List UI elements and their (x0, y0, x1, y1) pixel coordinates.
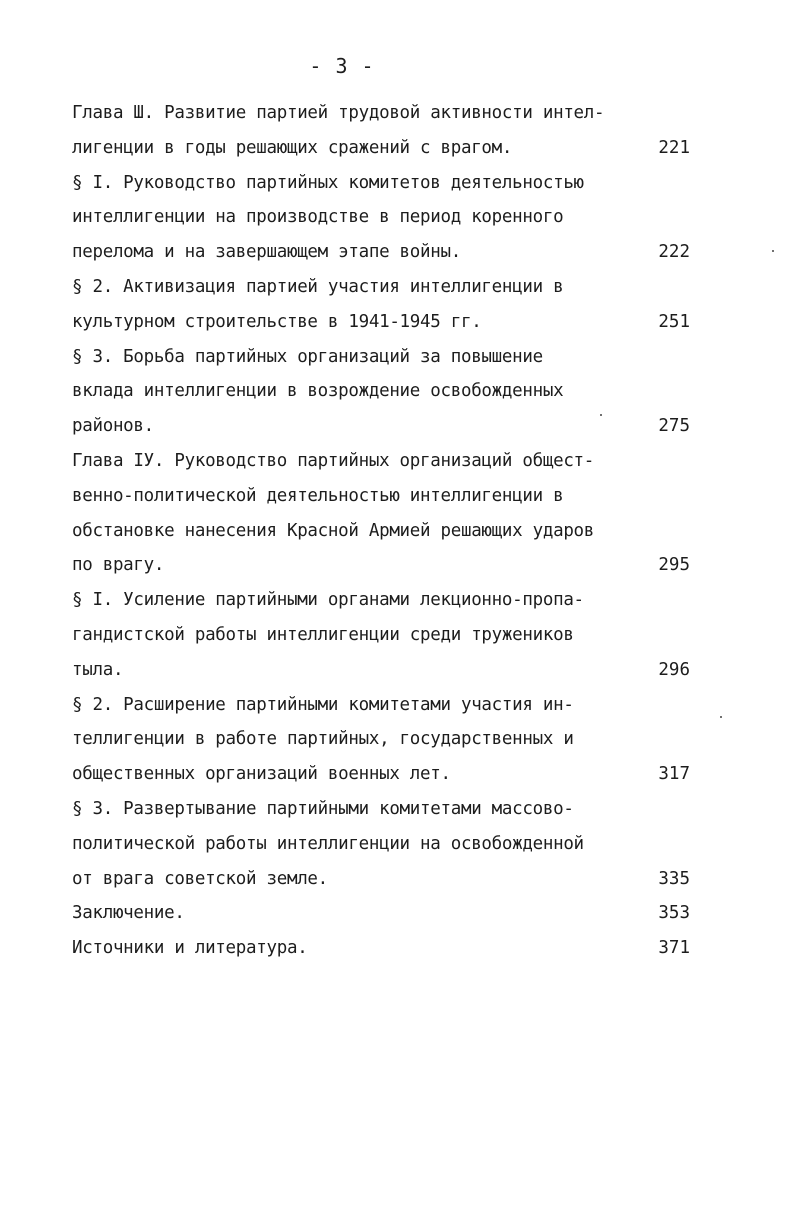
toc-line (72, 653, 690, 688)
toc-line-text: Глава IУ. Руководство партийных организаций общест- (72, 450, 595, 471)
toc-line (72, 96, 690, 131)
toc-line (72, 131, 690, 166)
toc-page-number: 222 (658, 242, 690, 263)
toc-page-number: 353 (658, 903, 690, 924)
toc-line-text: § 2. Расширение партийными комитетами участия ин- (72, 694, 574, 715)
toc-line-text: § 2. Активизация партией участия интеллигенции в (72, 276, 564, 297)
toc-line (72, 583, 690, 618)
toc-line (72, 757, 690, 792)
toc-line-text: перелома и на завершающем этапе войны. (72, 242, 461, 263)
toc-page-number: 251 (658, 311, 690, 332)
page-number: - 3 - (309, 54, 375, 78)
toc-line (72, 548, 690, 583)
toc-page-number: 371 (658, 938, 690, 959)
toc-line-text: культурном строительстве в 1941-1945 гг. (72, 311, 482, 332)
scan-speck (600, 414, 602, 416)
toc-line-text: районов. (72, 416, 154, 437)
toc-line-text: обстановке нанесения Красной Армией решающих ударов (72, 520, 595, 541)
toc-line-text: § 3. Развертывание партийными комитетами массово- (72, 798, 574, 819)
toc-page-number: 295 (658, 555, 690, 576)
toc-line-text: вклада интеллигенции в возрождение освобожденных (72, 381, 564, 402)
toc-page-number: 296 (658, 659, 690, 680)
toc-line-text: общественных организаций военных лет. (72, 764, 451, 785)
toc-line (72, 896, 690, 931)
toc-line-text: § I. Усиление партийными органами лекционно-пропа- (72, 590, 584, 611)
scan-speck (720, 716, 722, 718)
toc-line (72, 722, 690, 757)
toc-line (72, 444, 690, 479)
toc-entry-section-4-1 (72, 583, 690, 687)
toc-line (72, 409, 690, 444)
toc-entry-section-3-2 (72, 270, 690, 340)
toc-line-text: интеллигенции на производстве в период коренного (72, 207, 564, 228)
toc-line-text: гандистской работы интеллигенции среди тружеников (72, 624, 574, 645)
toc-line-text: от врага советской земле. (72, 868, 328, 889)
toc-line-text: § 3. Борьба партийных организаций за повышение (72, 346, 543, 367)
toc-line (72, 479, 690, 514)
toc-line (72, 166, 690, 201)
toc-line (72, 792, 690, 827)
table-of-contents (72, 96, 690, 966)
toc-line-text: венно-политической деятельностью интеллигенции в (72, 485, 564, 506)
toc-line (72, 235, 690, 270)
toc-entry-chapter-4 (72, 444, 690, 583)
toc-line (72, 305, 690, 340)
toc-entry-section-4-3 (72, 792, 690, 896)
toc-line-text: Заключение. (72, 903, 185, 924)
toc-page-number: 317 (658, 764, 690, 785)
toc-line-text: Глава Ш. Развитие партией трудовой активности интел- (72, 103, 605, 123)
toc-page-number: 221 (658, 137, 690, 158)
toc-line-text: Источники и литература. (72, 938, 308, 959)
toc-line (72, 688, 690, 723)
toc-entry-conclusion (72, 896, 690, 931)
toc-line (72, 374, 690, 409)
toc-entry-sources (72, 931, 690, 966)
toc-line (72, 340, 690, 375)
toc-line-text: политической работы интеллигенции на освобожденной (72, 833, 584, 854)
toc-line-text: теллигенции в работе партийных, государственных и (72, 729, 574, 750)
toc-line (72, 270, 690, 305)
toc-line (72, 618, 690, 653)
toc-line-text: лигенции в годы решающих сражений с врагом. (72, 137, 513, 158)
toc-entry-section-3-3 (72, 340, 690, 444)
toc-line-text: по врагу. (72, 555, 165, 576)
scan-speck (772, 250, 774, 252)
toc-line (72, 862, 690, 897)
toc-line (72, 514, 690, 549)
toc-entry-chapter-3 (72, 96, 690, 166)
toc-entry-section-4-2 (72, 688, 690, 792)
toc-line (72, 200, 690, 235)
toc-entry-section-3-1 (72, 166, 690, 270)
toc-line-text: тыла. (72, 659, 124, 680)
toc-line (72, 931, 690, 966)
toc-page-number: 335 (658, 868, 690, 889)
toc-page-number: 275 (658, 416, 690, 437)
toc-line (72, 827, 690, 862)
toc-line-text: § I. Руководство партийных комитетов деятельностью (72, 172, 584, 193)
